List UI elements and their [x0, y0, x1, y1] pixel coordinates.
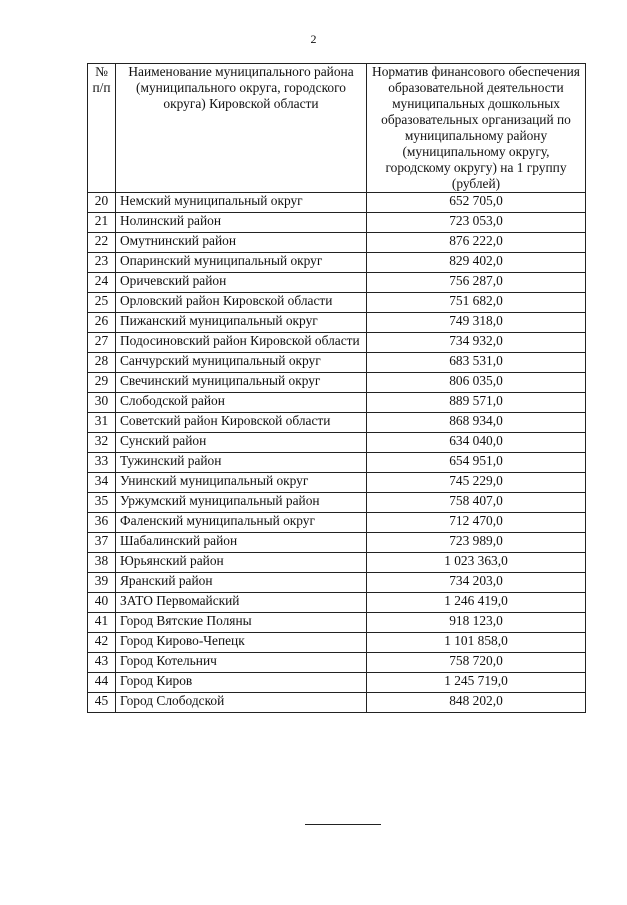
row-number: 41	[88, 613, 116, 633]
row-normative-value: 749 318,0	[367, 313, 586, 333]
row-municipality-name: Свечинский муниципальный округ	[116, 373, 367, 393]
table-row	[88, 453, 586, 473]
footer-divider	[305, 824, 381, 825]
page-number: 2	[310, 32, 317, 46]
row-normative-value: 918 123,0	[367, 613, 586, 633]
table-row	[88, 393, 586, 413]
row-number: 42	[88, 633, 116, 653]
table-row	[88, 593, 586, 613]
table-body	[88, 193, 586, 713]
row-number: 22	[88, 233, 116, 253]
row-municipality-name: Немский муниципальный округ	[116, 193, 367, 213]
row-normative-value: 876 222,0	[367, 233, 586, 253]
row-number: 29	[88, 373, 116, 393]
row-normative-value: 1 246 419,0	[367, 593, 586, 613]
row-municipality-name: Шабалинский район	[116, 533, 367, 553]
row-number: 38	[88, 553, 116, 573]
row-municipality-name: Опаринский муниципальный округ	[116, 253, 367, 273]
table-row	[88, 573, 586, 593]
row-municipality-name: Город Кирово-Чепецк	[116, 633, 367, 653]
row-normative-value: 829 402,0	[367, 253, 586, 273]
row-municipality-name: Орловский район Кировской области	[116, 293, 367, 313]
table-row	[88, 313, 586, 333]
table-row	[88, 193, 586, 213]
normative-table	[87, 63, 586, 713]
table-row	[88, 353, 586, 373]
table-row	[88, 293, 586, 313]
header-normative-value: Норматив финансового обеспечения образовательной деятельности муниципальных дошкольных образовательных организаций по муниципальному району (муниципальному округу, городскому округу) на 1 группу (рублей)	[367, 64, 586, 193]
table-row	[88, 333, 586, 353]
table-row	[88, 253, 586, 273]
row-municipality-name: Унинский муниципальный округ	[116, 473, 367, 493]
row-normative-value: 652 705,0	[367, 193, 586, 213]
table-row	[88, 633, 586, 653]
row-number: 40	[88, 593, 116, 613]
table-row	[88, 213, 586, 233]
row-number: 23	[88, 253, 116, 273]
header-number: № п/п	[88, 64, 116, 193]
table-row	[88, 673, 586, 693]
row-number: 32	[88, 433, 116, 453]
row-municipality-name: Яранский район	[116, 573, 367, 593]
row-number: 36	[88, 513, 116, 533]
row-normative-value: 758 407,0	[367, 493, 586, 513]
table-row	[88, 693, 586, 713]
row-municipality-name: ЗАТО Первомайский	[116, 593, 367, 613]
row-number: 25	[88, 293, 116, 313]
row-municipality-name: Санчурский муниципальный округ	[116, 353, 367, 373]
row-number: 44	[88, 673, 116, 693]
table-row	[88, 373, 586, 393]
table-row	[88, 653, 586, 673]
row-municipality-name: Юрьянский район	[116, 553, 367, 573]
row-municipality-name: Оричевский район	[116, 273, 367, 293]
table-row	[88, 613, 586, 633]
row-number: 20	[88, 193, 116, 213]
row-number: 31	[88, 413, 116, 433]
row-municipality-name: Город Вятские Поляны	[116, 613, 367, 633]
row-normative-value: 751 682,0	[367, 293, 586, 313]
table-row	[88, 273, 586, 293]
row-number: 33	[88, 453, 116, 473]
row-number: 27	[88, 333, 116, 353]
row-normative-value: 868 934,0	[367, 413, 586, 433]
row-normative-value: 758 720,0	[367, 653, 586, 673]
row-normative-value: 654 951,0	[367, 453, 586, 473]
row-municipality-name: Подосиновский район Кировской области	[116, 333, 367, 353]
row-normative-value: 723 989,0	[367, 533, 586, 553]
row-normative-value: 756 287,0	[367, 273, 586, 293]
row-number: 21	[88, 213, 116, 233]
table-row	[88, 513, 586, 533]
row-normative-value: 734 203,0	[367, 573, 586, 593]
row-number: 43	[88, 653, 116, 673]
row-municipality-name: Уржумский муниципальный район	[116, 493, 367, 513]
row-normative-value: 745 229,0	[367, 473, 586, 493]
row-municipality-name: Слободской район	[116, 393, 367, 413]
row-normative-value: 1 023 363,0	[367, 553, 586, 573]
row-municipality-name: Город Котельнич	[116, 653, 367, 673]
row-municipality-name: Сунский район	[116, 433, 367, 453]
row-number: 37	[88, 533, 116, 553]
row-normative-value: 806 035,0	[367, 373, 586, 393]
row-number: 35	[88, 493, 116, 513]
row-normative-value: 723 053,0	[367, 213, 586, 233]
row-municipality-name: Фаленский муниципальный округ	[116, 513, 367, 533]
table-row	[88, 433, 586, 453]
row-number: 34	[88, 473, 116, 493]
row-number: 39	[88, 573, 116, 593]
row-normative-value: 1 101 858,0	[367, 633, 586, 653]
row-normative-value: 889 571,0	[367, 393, 586, 413]
row-normative-value: 1 245 719,0	[367, 673, 586, 693]
row-municipality-name: Город Слободской	[116, 693, 367, 713]
row-normative-value: 734 932,0	[367, 333, 586, 353]
row-number: 28	[88, 353, 116, 373]
row-municipality-name: Тужинский район	[116, 453, 367, 473]
row-normative-value: 683 531,0	[367, 353, 586, 373]
table-row	[88, 533, 586, 553]
table-row	[88, 553, 586, 573]
table-header-row	[88, 64, 586, 193]
table-row	[88, 413, 586, 433]
header-municipality-name: Наименование муниципального района (муниципального округа, городского округа) Кировской области	[116, 64, 367, 193]
row-number: 45	[88, 693, 116, 713]
row-normative-value: 634 040,0	[367, 433, 586, 453]
row-municipality-name: Город Киров	[116, 673, 367, 693]
table-row	[88, 233, 586, 253]
row-normative-value: 712 470,0	[367, 513, 586, 533]
row-number: 26	[88, 313, 116, 333]
row-municipality-name: Омутнинский район	[116, 233, 367, 253]
table-row	[88, 473, 586, 493]
row-normative-value: 848 202,0	[367, 693, 586, 713]
row-number: 30	[88, 393, 116, 413]
row-municipality-name: Советский район Кировской области	[116, 413, 367, 433]
row-municipality-name: Пижанский муниципальный округ	[116, 313, 367, 333]
table-row	[88, 493, 586, 513]
row-number: 24	[88, 273, 116, 293]
row-municipality-name: Нолинский район	[116, 213, 367, 233]
